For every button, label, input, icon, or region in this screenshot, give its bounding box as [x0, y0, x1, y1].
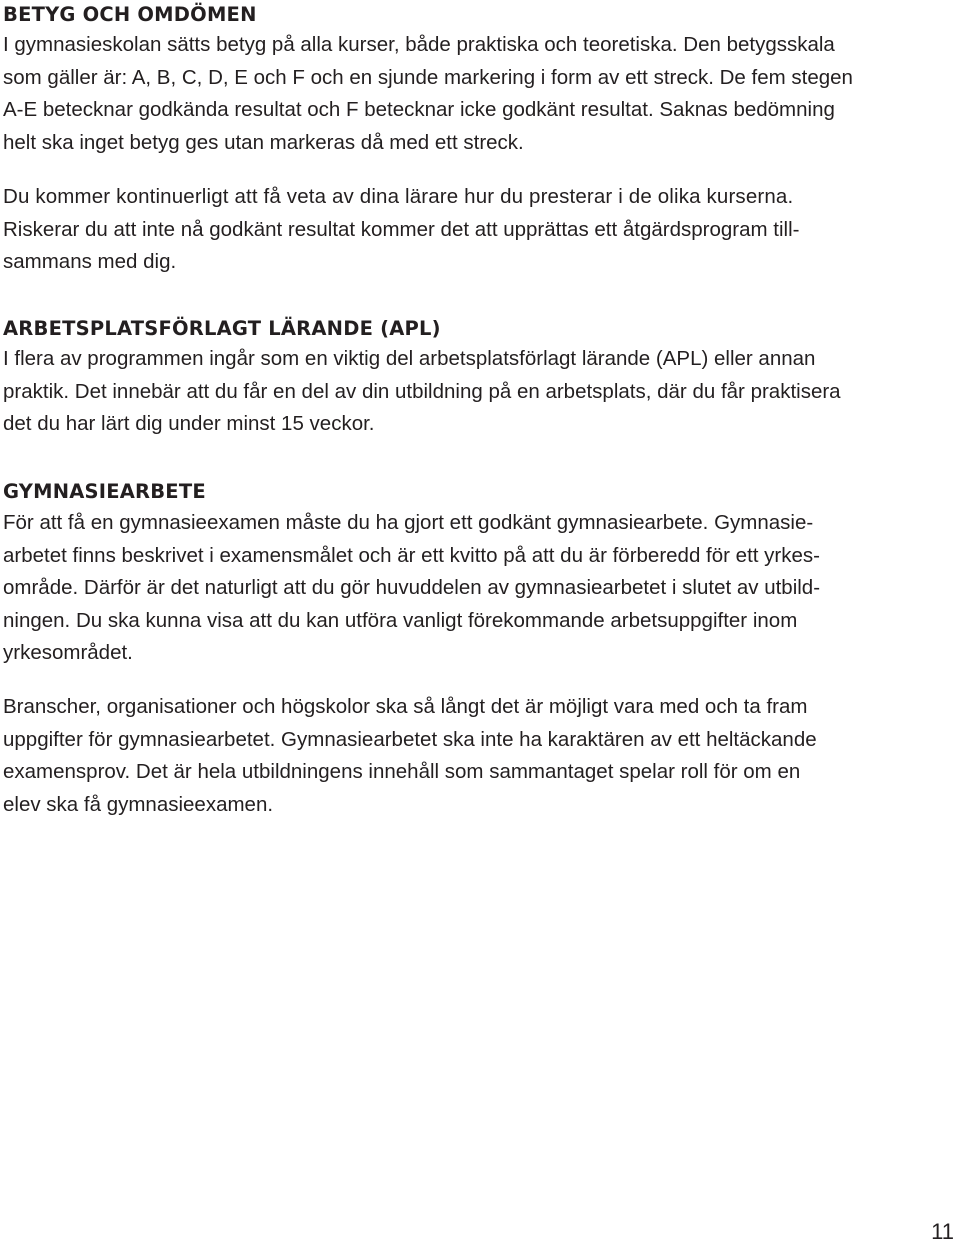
text-line: För att få en gymnasieexamen måste du ha gjort ett godkänt gymnasiearbete. Gymnasie- [3, 511, 814, 534]
paragraph-kontinuerlig-aterkoppling [3, 181, 799, 279]
text-line: I gymnasieskolan sätts betyg på alla kurser, både praktiska och teoretiska. Den betygsskala [3, 33, 835, 56]
text-line: ningen. Du ska kunna visa att du kan utföra vanligt förekommande arbetsuppgifter inom [3, 608, 798, 632]
text-line: uppgifter för gymnasiearbetet. Gymnasiearbetet ska inte ha karaktären av ett heltäckande [3, 727, 817, 751]
paragraph-betygsskala [3, 29, 853, 159]
section-heading-betyg: BETYG OCH OMDÖMEN [3, 3, 257, 26]
text-line: område. Därför är det naturligt att du gör huvuddelen av gymnasiearbetet i slutet av utbild- [3, 576, 821, 600]
text-line: sammans med dig. [3, 250, 177, 274]
text-line: arbetet finns beskrivet i examensmålet och är ett kvitto på att du är förberedd för ett yrkes- [3, 543, 820, 567]
text-line: elev ska få gymnasieexamen. [3, 792, 274, 816]
section-heading-apl: ARBETSPLATSFÖRLAGT LÄRANDE (APL) [3, 317, 441, 340]
section-heading-gymnasiearbete: GYMNASIEARBETE [3, 480, 206, 503]
paragraph-gymnasiearbete [3, 507, 820, 670]
paragraph-apl [3, 343, 841, 441]
text-line: helt ska inget betyg ges utan markeras då med ett streck. [3, 130, 524, 154]
text-line: Riskerar du att inte nå godkänt resultat kommer det att upprättas ett åtgärdsprogram till- [3, 217, 800, 241]
text-line: praktik. Det innebär att du får en del av din utbildning på en arbetsplats, där du får praktisera [3, 379, 841, 403]
text-line: Du kommer kontinuerligt att få veta av dina lärare hur du presterar i de olika kurserna. [3, 185, 794, 208]
text-line: det du har lärt dig under minst 15 veckor. [3, 412, 375, 436]
text-line: A-E betecknar godkända resultat och F betecknar icke godkänt resultat. Saknas bedömning [3, 98, 835, 122]
paragraph-branscher [3, 691, 817, 821]
text-line: Branscher, organisationer och högskolor ska så långt det är möjligt vara med och ta fram [3, 695, 808, 718]
text-line: som gäller är: A, B, C, D, E och F och en sjunde markering i form av ett streck. De fem stegen [3, 65, 853, 89]
text-line: I flera av programmen ingår som en viktig del arbetsplatsförlagt lärande (APL) eller annan [3, 347, 816, 370]
text-line: yrkesområdet. [3, 641, 133, 665]
text-line: examensprov. Det är hela utbildningens innehåll som sammantaget spelar roll för om en [3, 760, 801, 784]
page-number: 11 [931, 1219, 954, 1244]
